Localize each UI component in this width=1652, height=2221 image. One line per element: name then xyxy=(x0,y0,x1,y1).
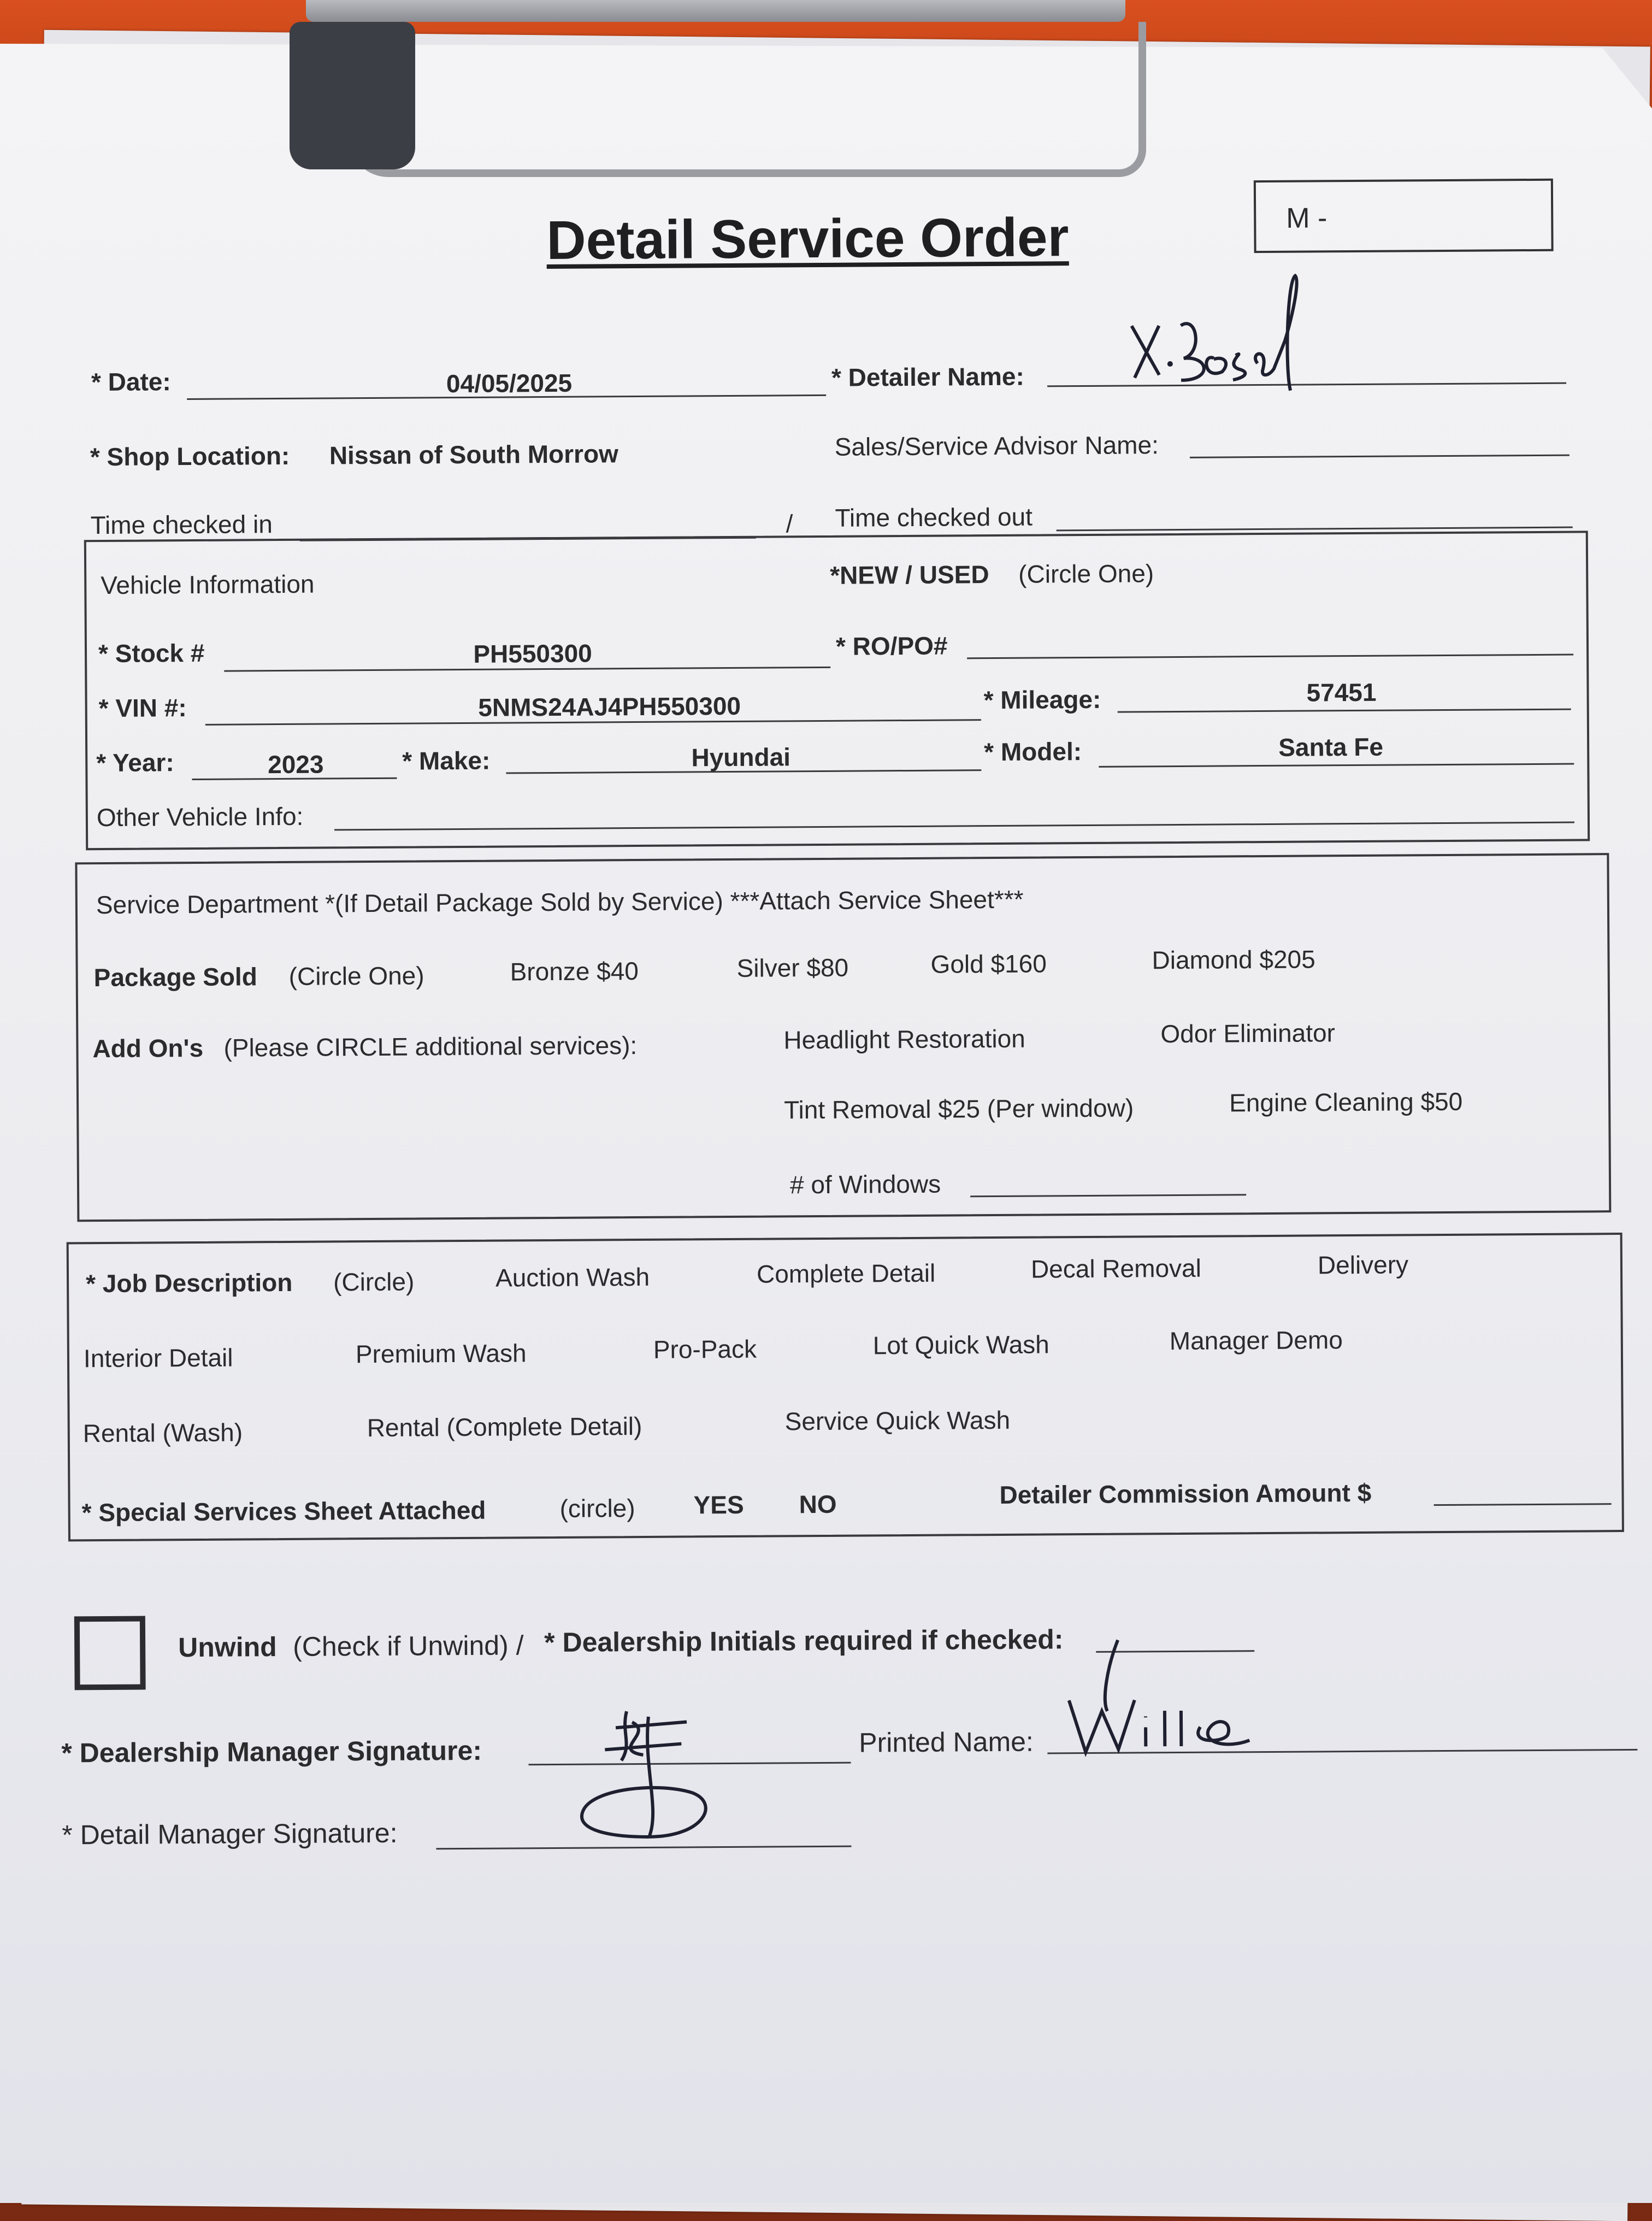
mileage-value[interactable]: 57451 xyxy=(1306,678,1377,707)
m-number-label: M - xyxy=(1286,202,1328,234)
job-decal-removal[interactable]: Decal Removal xyxy=(1030,1253,1202,1283)
job-pro-pack[interactable]: Pro-Pack xyxy=(653,1334,757,1364)
job-complete-detail[interactable]: Complete Detail xyxy=(756,1258,936,1288)
unwind-initials-label: * Dealership Initials required if checked: xyxy=(544,1624,1064,1658)
special-no[interactable]: NO xyxy=(799,1489,837,1519)
package-gold[interactable]: Gold $160 xyxy=(930,949,1047,979)
year-value[interactable]: 2023 xyxy=(267,750,324,779)
vin-value[interactable]: 5NMS24AJ4PH550300 xyxy=(478,691,741,722)
make-value[interactable]: Hyundai xyxy=(691,743,791,772)
new-used-hint: (Circle One) xyxy=(1018,559,1154,588)
advisor-line[interactable] xyxy=(1190,455,1570,458)
service-heading: Service Department *(If Detail Package Sold by Service) ***Attach Service Sheet*** xyxy=(96,885,1024,920)
special-services-hint: (circle) xyxy=(559,1494,635,1523)
advisor-label: Sales/Service Advisor Name: xyxy=(834,431,1159,461)
time-out-line[interactable] xyxy=(1057,527,1573,532)
vin-label: * VIN #: xyxy=(98,693,187,723)
dealership-sig-label: * Dealership Manager Signature: xyxy=(61,1735,482,1769)
detailer-signature[interactable] xyxy=(1120,259,1329,397)
vehicle-heading: Vehicle Information xyxy=(101,569,315,600)
form-title: Detail Service Order xyxy=(546,207,1069,272)
unwind-hint: (Check if Unwind) / xyxy=(293,1630,524,1662)
addon-engine[interactable]: Engine Cleaning $50 xyxy=(1229,1087,1463,1117)
new-used-label[interactable]: *NEW / USED xyxy=(830,560,989,590)
addons-label: Add On's xyxy=(92,1033,204,1063)
addon-tint[interactable]: Tint Removal $25 (Per window) xyxy=(784,1093,1134,1124)
job-service-quick-wash[interactable]: Service Quick Wash xyxy=(784,1405,1011,1436)
time-in-label: Time checked in xyxy=(90,510,273,540)
make-label: * Make: xyxy=(402,746,491,775)
addon-headlight[interactable]: Headlight Restoration xyxy=(783,1024,1025,1054)
unwind-checkbox[interactable] xyxy=(74,1616,146,1690)
time-separator: / xyxy=(786,509,793,538)
time-out-label: Time checked out xyxy=(835,502,1033,532)
package-label: Package Sold xyxy=(93,962,257,992)
detail-manager-sig-label: * Detail Manager Signature: xyxy=(62,1817,398,1851)
ro-label: * RO/PO# xyxy=(835,631,948,661)
shop-value[interactable]: Nissan of South Morrow xyxy=(329,439,619,470)
addons-hint: (Please CIRCLE additional services): xyxy=(223,1031,638,1062)
model-label: * Model: xyxy=(984,737,1082,767)
package-diamond[interactable]: Diamond $205 xyxy=(1152,945,1315,975)
unwind-label: Unwind xyxy=(178,1631,277,1663)
job-rental-wash[interactable]: Rental (Wash) xyxy=(82,1418,243,1448)
model-value[interactable]: Santa Fe xyxy=(1278,732,1384,762)
package-silver[interactable]: Silver $80 xyxy=(736,953,849,982)
package-hint: (Circle One) xyxy=(288,961,424,991)
stock-label: * Stock # xyxy=(98,638,205,668)
job-lot-quick-wash[interactable]: Lot Quick Wash xyxy=(872,1330,1049,1360)
detailer-label: * Detailer Name: xyxy=(831,362,1024,392)
other-info-label: Other Vehicle Info: xyxy=(96,802,304,832)
job-label: * Job Description xyxy=(85,1268,293,1298)
mileage-label: * Mileage: xyxy=(983,685,1101,715)
date-value[interactable]: 04/05/2025 xyxy=(446,368,573,398)
special-services-label: * Special Services Sheet Attached xyxy=(81,1495,486,1527)
job-delivery[interactable]: Delivery xyxy=(1317,1250,1409,1280)
commission-label: Detailer Commission Amount $ xyxy=(999,1478,1372,1510)
job-rental-complete[interactable]: Rental (Complete Detail) xyxy=(367,1411,642,1442)
job-interior-detail[interactable]: Interior Detail xyxy=(83,1343,233,1373)
year-label: * Year: xyxy=(96,748,174,777)
printed-name-label: Printed Name: xyxy=(859,1726,1034,1758)
dealership-manager-signature[interactable] xyxy=(561,1700,737,1848)
job-hint: (Circle) xyxy=(333,1267,415,1297)
job-manager-demo[interactable]: Manager Demo xyxy=(1169,1325,1343,1356)
windows-label: # of Windows xyxy=(789,1169,941,1199)
shop-label: * Shop Location: xyxy=(90,441,290,472)
special-yes[interactable]: YES xyxy=(693,1490,744,1519)
addon-odor[interactable]: Odor Eliminator xyxy=(1160,1018,1336,1048)
stock-value[interactable]: PH550300 xyxy=(473,639,592,668)
m-number-box[interactable] xyxy=(1254,179,1554,253)
package-bronze[interactable]: Bronze $40 xyxy=(510,957,639,986)
job-premium-wash[interactable]: Premium Wash xyxy=(355,1339,527,1369)
date-label: * Date: xyxy=(91,367,171,397)
job-auction-wash[interactable]: Auction Wash xyxy=(495,1262,650,1292)
printed-name-handwriting[interactable] xyxy=(1063,1634,1260,1760)
